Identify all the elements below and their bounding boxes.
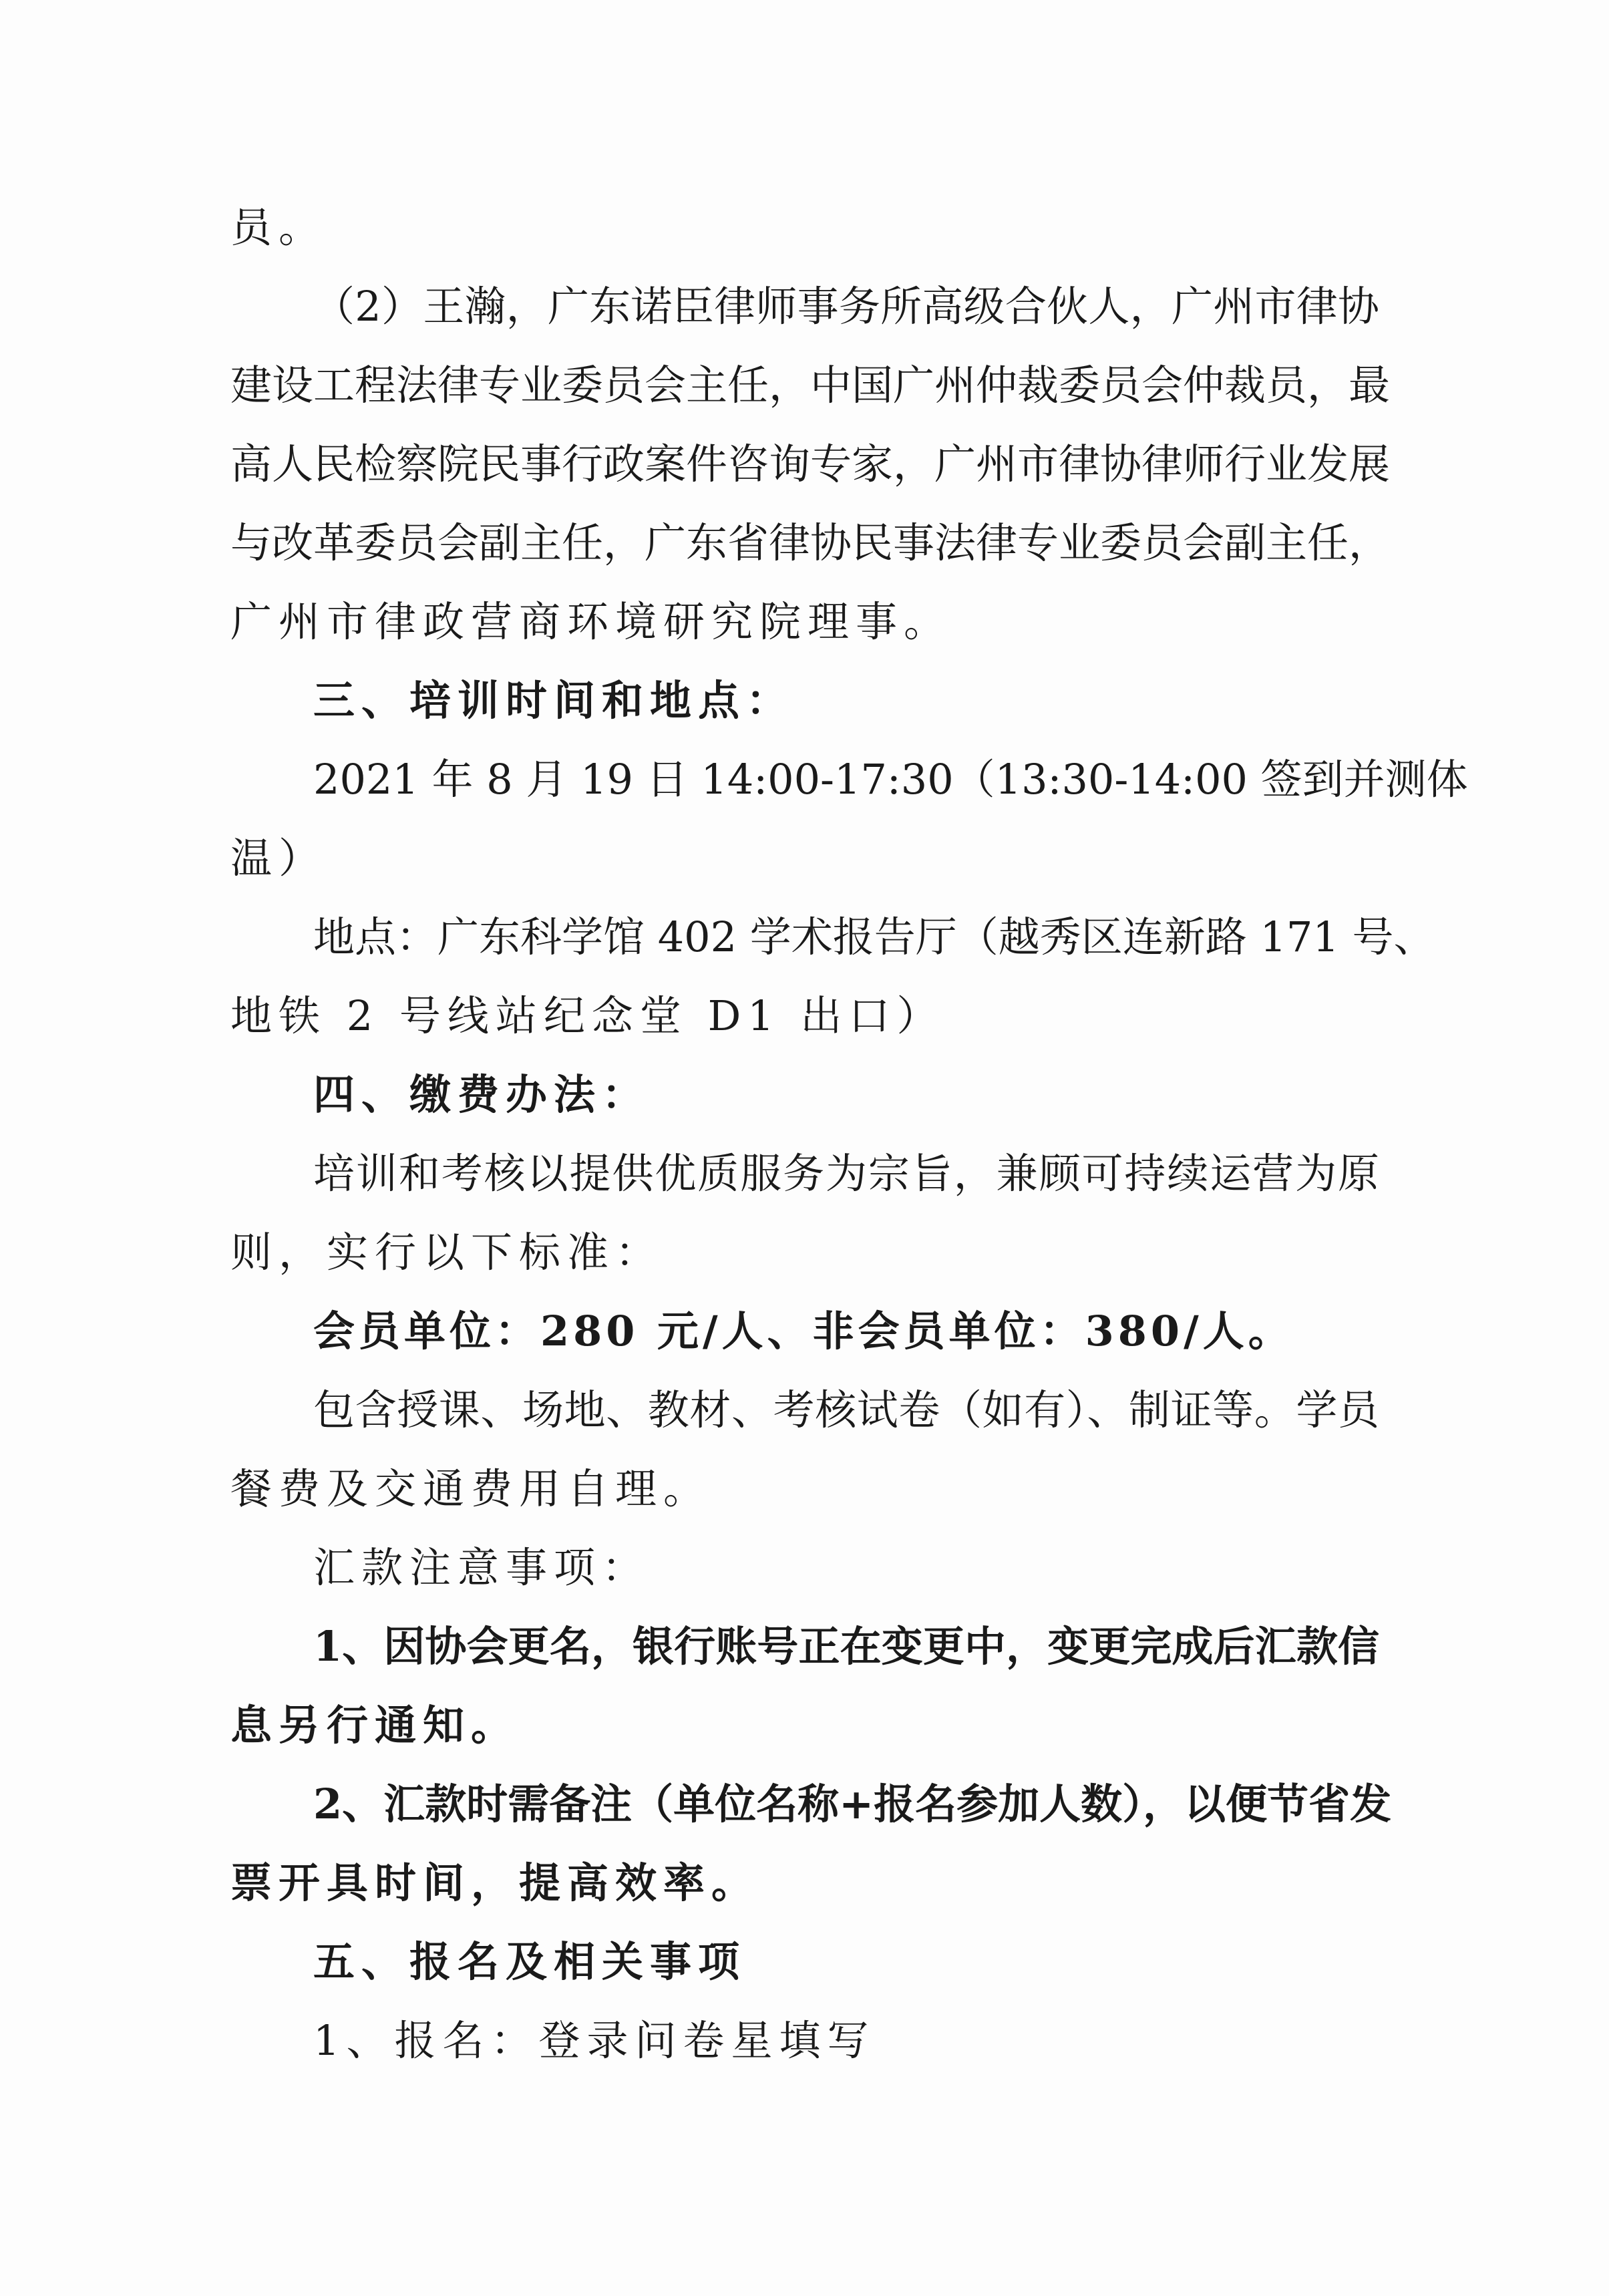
text-line: 1、报名：登录问卷星填写	[313, 2016, 876, 2065]
text-line: 1、因协会更名，银行账号正在变更中，变更完成后汇款信	[313, 1622, 1379, 1671]
text-line: （2）王瀚，广东诺臣律师事务所高级合伙人，广州市律协	[313, 282, 1379, 331]
text-line: 培训和考核以提供优质服务为宗旨，兼顾可持续运营为原	[313, 1149, 1379, 1198]
subheading-line: 汇款注意事项：	[313, 1543, 651, 1592]
text-line: 餐费及交通费用自理。	[230, 1464, 712, 1513]
section-heading: 三、培训时间和地点：	[313, 676, 795, 725]
text-line: 息另行通知。	[230, 1701, 520, 1750]
text-line: 广州市律政营商环境研究院理事。	[230, 597, 952, 646]
text-line: 温）	[230, 834, 327, 882]
text-line: 地点：广东科学馆 402 学术报告厅（越秀区连新路 171 号、	[313, 913, 1435, 961]
text-line: 则，实行以下标准：	[230, 1228, 664, 1277]
text-line: 2021 年 8 月 19 日 14:00-17:30（13:30-14:00 签到并测体	[313, 755, 1468, 804]
text-line: 票开具时间，提高效率。	[230, 1858, 760, 1907]
section-heading: 四、缴费办法：	[313, 1070, 651, 1119]
section-heading: 五、报名及相关事项	[313, 1937, 747, 1986]
document-body	[230, 188, 1468, 2080]
text-line: 高人民检察院民事行政案件咨询专家，广州市律协律师行业发展	[230, 440, 1391, 488]
fee-standard-line: 会员单位：280 元/人、非会员单位：380/人。	[313, 1307, 1294, 1355]
text-line: 与改革委员会副主任，广东省律协民事法律专业委员会副主任，	[230, 518, 1391, 567]
text-line: 建设工程法律专业委员会主任，中国广州仲裁委员会仲裁员，最	[230, 361, 1391, 409]
text-line: 员。	[230, 203, 327, 252]
text-line: 地铁 2 号线站纪念堂 D1 出口）	[230, 991, 945, 1040]
text-line: 2、汇款时需备注（单位名称+报名参加人数），以便节省发	[313, 1780, 1392, 1828]
text-line: 包含授课、场地、教材、考核试卷（如有）、制证等。学员	[313, 1385, 1379, 1434]
